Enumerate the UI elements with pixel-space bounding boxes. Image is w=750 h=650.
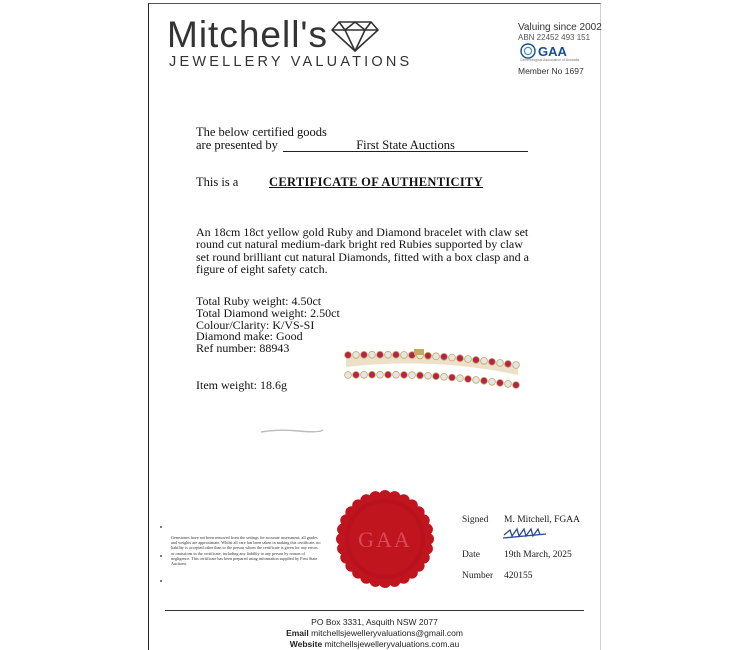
diamond-icon <box>331 18 379 52</box>
diamond-stone <box>401 352 408 359</box>
bracelet-clasp <box>414 349 424 355</box>
email-label: Email <box>286 628 309 638</box>
website-link[interactable]: mitchellsjewelleryvaluations.com.au <box>324 639 460 649</box>
ruby-stone <box>473 357 480 364</box>
gaa-label: GAA <box>538 44 567 59</box>
website-label: Website <box>289 639 323 649</box>
ruby-stone <box>489 358 496 365</box>
diamond-stone <box>433 353 440 360</box>
ruby-stone <box>433 373 440 380</box>
ruby-stone <box>369 371 376 378</box>
number-value: 420155 <box>504 571 533 581</box>
item-description: An 18cm 18ct yellow gold Ruby and Diamond bracelet with claw set round cut natural medium-dark bright red Rubies supported by claw set round brilliant cut natural Diamonds, fitted with a box clasp and a figure of eight safety catch. <box>196 225 529 277</box>
brand-name: Mitchell's <box>167 14 328 55</box>
diamond-stone <box>425 372 432 379</box>
diamond-stone <box>497 360 504 367</box>
footer-rule <box>165 610 584 611</box>
item-details <box>196 296 340 355</box>
ruby-stone <box>425 352 432 359</box>
date-value: 19th March, 2025 <box>504 550 572 560</box>
presented-by-line <box>196 139 528 153</box>
ruby-stone <box>497 380 504 387</box>
diamond-stone <box>385 351 392 358</box>
diamond-stone <box>345 372 352 379</box>
presented-by-value: First State Auctions <box>283 139 528 152</box>
ruby-stone <box>377 351 384 358</box>
margin-dots <box>158 525 166 585</box>
diamond-make: Diamond make: Good <box>196 329 303 344</box>
colour-clarity: Colour/Clarity: K/VS-SI <box>196 317 315 332</box>
certificate-lead: This is a <box>196 175 239 189</box>
diamond-stone <box>513 362 520 369</box>
number-label: Number <box>462 571 494 581</box>
diamond-stone <box>369 351 376 358</box>
footer-address: PO Box 3331, Asquith NSW 2077 <box>311 617 438 627</box>
abn-number: ABN 22452 493 151 <box>518 33 591 42</box>
email-link[interactable]: mitchellsjewelleryvaluations@gmail.com <box>311 628 463 638</box>
gaa-subtitle: Gemmological Association of Australia <box>520 58 580 62</box>
ref-number: Ref number: 88943 <box>196 341 290 356</box>
diamond-stone <box>481 357 488 364</box>
signed-label: Signed <box>462 515 489 525</box>
seal-monogram: GAA <box>358 527 412 552</box>
diamond-stone <box>465 356 472 363</box>
footer-website <box>149 639 600 649</box>
ruby-stone <box>457 355 464 362</box>
diamond-stone <box>361 371 368 378</box>
ruby-stone <box>513 382 520 389</box>
ruby-stone <box>361 351 368 358</box>
diamond-stone <box>377 371 384 378</box>
diamond-stone <box>441 373 448 380</box>
diamond-stone <box>409 372 416 379</box>
diamond-stone <box>457 375 464 382</box>
ruby-stone <box>505 361 512 368</box>
certificate-title: CERTIFICATE OF AUTHENTICITY <box>269 175 483 189</box>
diamond-stone <box>353 352 360 359</box>
smudge-mark <box>259 428 325 434</box>
diamond-stone <box>473 377 480 384</box>
brand-tagline: JEWELLERY VALUATIONS <box>169 54 413 70</box>
certificate-page <box>148 3 601 650</box>
footer-email <box>149 628 600 638</box>
ruby-stone <box>465 376 472 383</box>
disclaimer-text: Gemstones have not been removed from the settings for accurate assessment, all grades and weights are approximate. Whilst all care has been taken in making this certificate, no liability is accepted other than to the person whom the certificate is given for any errors or omissions in the certificate, including any liability to any person by reason of negligence. This certificate has been prepared using information supplied by First State Auctions. <box>171 535 321 567</box>
item-weight: Item weight: 18.6g <box>196 378 287 392</box>
valuing-since: Valuing since 2002 <box>518 22 602 33</box>
date-label: Date <box>462 550 480 560</box>
signature-mark <box>502 524 550 540</box>
ruby-stone <box>449 374 456 381</box>
ruby-stone <box>385 371 392 378</box>
diamond-stone <box>393 371 400 378</box>
bracelet-image <box>342 345 522 389</box>
ruby-stone <box>345 352 352 359</box>
diamond-stone <box>449 354 456 361</box>
diamond-stone <box>489 378 496 385</box>
member-number: Member No 1697 <box>518 66 584 76</box>
ruby-stone <box>401 372 408 379</box>
ruby-weight: Total Ruby weight: 4.50ct <box>196 294 322 308</box>
wax-seal-icon <box>335 489 435 589</box>
presented-by-label: are presented by <box>196 138 278 152</box>
ruby-stone <box>417 372 424 379</box>
diamond-weight: Total Diamond weight: 2.50ct <box>196 305 340 320</box>
intro-line: The below certified goods <box>196 125 327 139</box>
ruby-stone <box>353 372 360 379</box>
ruby-stone <box>441 353 448 360</box>
ruby-stone <box>393 351 400 358</box>
signed-value: M. Mitchell, FGAA <box>504 515 580 525</box>
diamond-stone <box>505 381 512 388</box>
ruby-stone <box>481 377 488 384</box>
